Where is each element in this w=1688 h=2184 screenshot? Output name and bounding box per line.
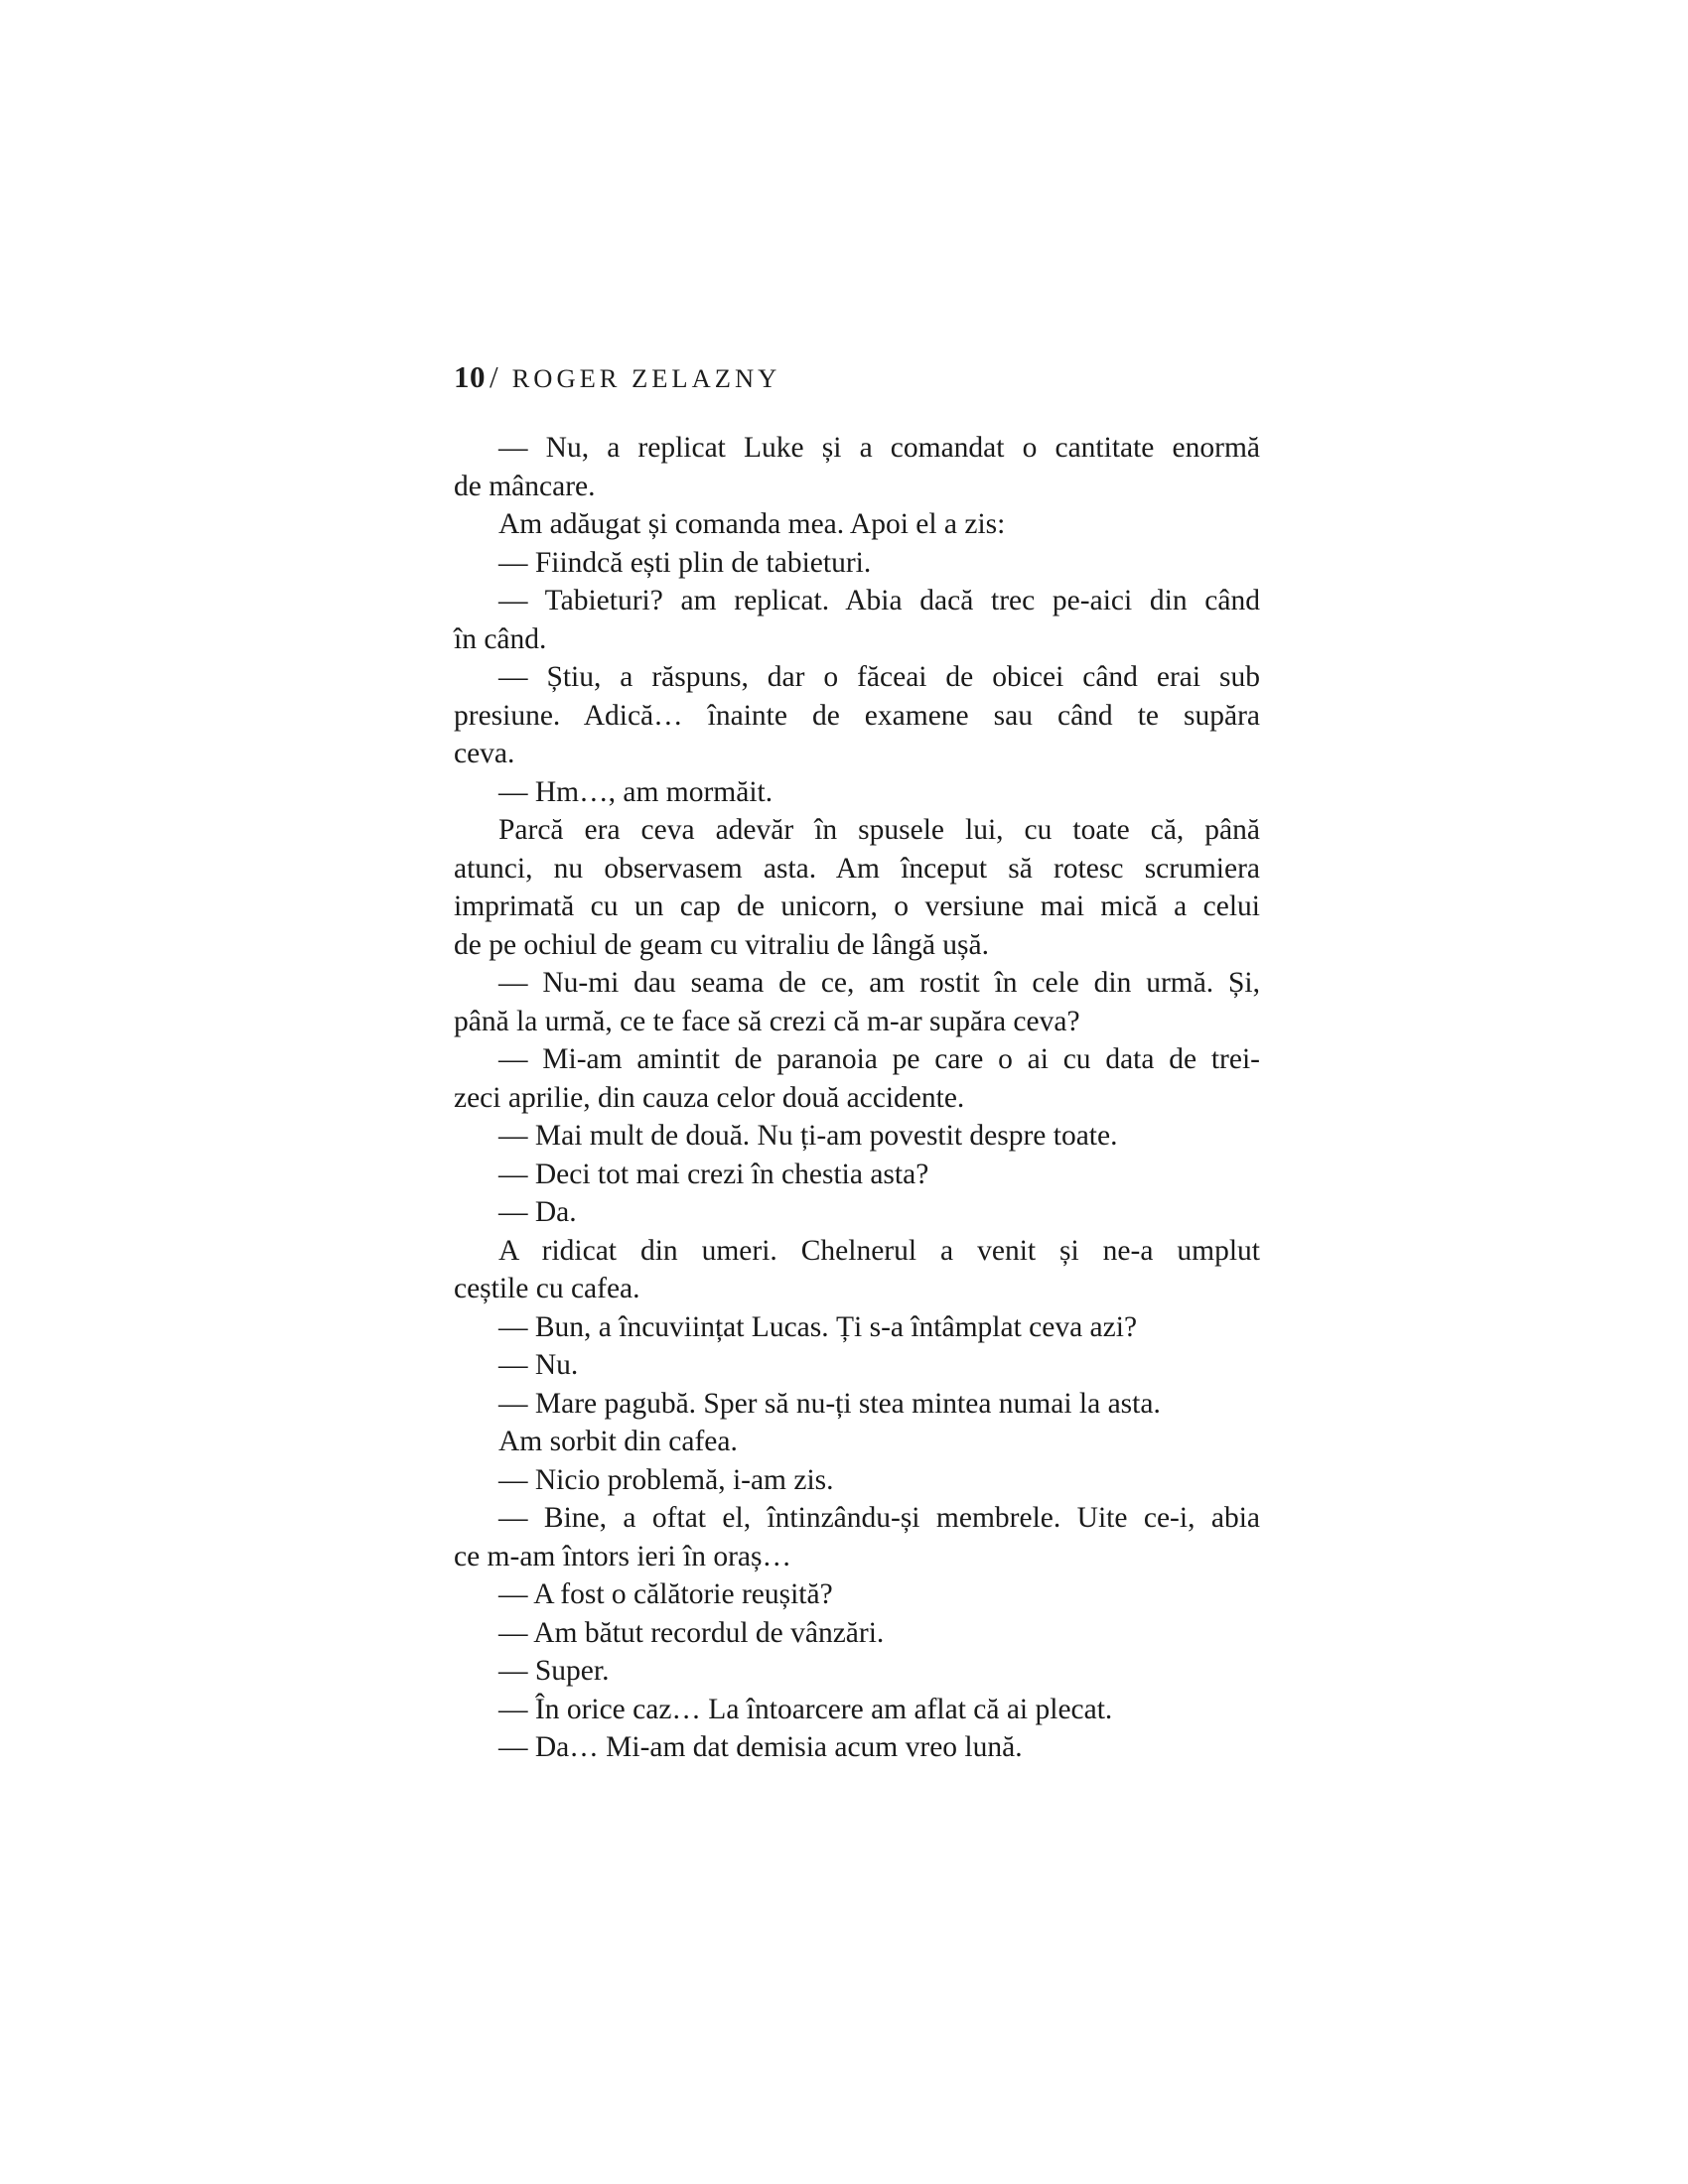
text-line: Parcă era ceva adevăr în spusele lui, cu toate că, până (498, 814, 1260, 846)
text-line: ce m-am întors ieri în oraș… (454, 1540, 791, 1572)
text-line: — Am bătut recordul de vânzări. (498, 1616, 885, 1649)
text-line: atunci, nu observasem asta. Am început să rotesc scrumiera (454, 852, 1260, 885)
text-line: de pe ochiul de geam cu vitraliu de lângă ușă. (454, 928, 989, 961)
text-line: Am sorbit din cafea. (498, 1426, 738, 1457)
text-line: ceva. (454, 738, 515, 769)
text-line: — În orice caz… La întoarcere am aflat că ai plecat. (498, 1693, 1113, 1725)
text-line: — Fiindcă ești plin de tabieturi. (498, 546, 872, 579)
running-title: ROGER ZELAZNY (511, 363, 781, 393)
text-line: ceștile cu cafea. (454, 1273, 640, 1304)
text-line: A ridicat din umeri. Chelnerul a venit și ne-a umplut (498, 1234, 1260, 1267)
text-line: — Nu-mi dau seama de ce, am rostit în cele din urmă. Și, (498, 967, 1260, 999)
text-line: Am adăugat și comanda mea. Apoi el a zis: (498, 508, 1006, 540)
text-line: de mâncare. (454, 470, 596, 502)
header-separator: / (490, 359, 498, 394)
text-line: — Deci tot mai crezi în chestia asta? (498, 1158, 929, 1190)
text-line: — Mi-am amintit de paranoia pe care o ai cu data de trei- (498, 1043, 1260, 1075)
page-body (454, 429, 1260, 1767)
text-line: — Tabieturi? am replicat. Abia dacă trec pe-aici din când (498, 585, 1260, 616)
text-line: zeci aprilie, din cauza celor două accidente. (454, 1081, 965, 1114)
text-line: — Bine, a oftat el, întinzându-și membrele. Uite ce-i, abia (498, 1502, 1260, 1534)
text-line: în când. (454, 622, 547, 655)
text-line: — Nicio problemă, i-am zis. (498, 1463, 834, 1496)
text-line: — Nu, a replicat Luke și a comandat o cantitate enormă (498, 432, 1260, 464)
text-line: — Nu. (498, 1349, 579, 1381)
page-header (454, 359, 780, 401)
text-line: — Da… Mi-am dat demisia acum vreo lună. (498, 1731, 1023, 1763)
text-line: — Super. (498, 1655, 610, 1687)
text-line: presiune. Adică… înainte de examene sau când te supăra (454, 699, 1260, 732)
text-line: — Da. (498, 1196, 577, 1228)
page-number: 10 (454, 359, 486, 394)
text-line: până la urmă, ce te face să crezi că m-ar supăra ceva? (454, 1005, 1080, 1037)
text-line: — Mai mult de două. Nu ți-am povestit despre toate. (498, 1120, 1118, 1152)
text-line: — A fost o călătorie reușită? (498, 1578, 833, 1610)
text-line: — Hm…, am mormăit. (498, 775, 774, 808)
text-line: imprimată cu un cap de unicorn, o versiune mai mică a celui (454, 890, 1260, 922)
text-line: — Mare pagubă. Sper să nu-ți stea mintea numai la asta. (498, 1387, 1161, 1420)
text-line: — Bun, a încuviințat Lucas. Ți s-a întâmplat ceva azi? (498, 1310, 1138, 1343)
text-line: — Știu, a răspuns, dar o făceai de obicei când erai sub (498, 661, 1260, 693)
